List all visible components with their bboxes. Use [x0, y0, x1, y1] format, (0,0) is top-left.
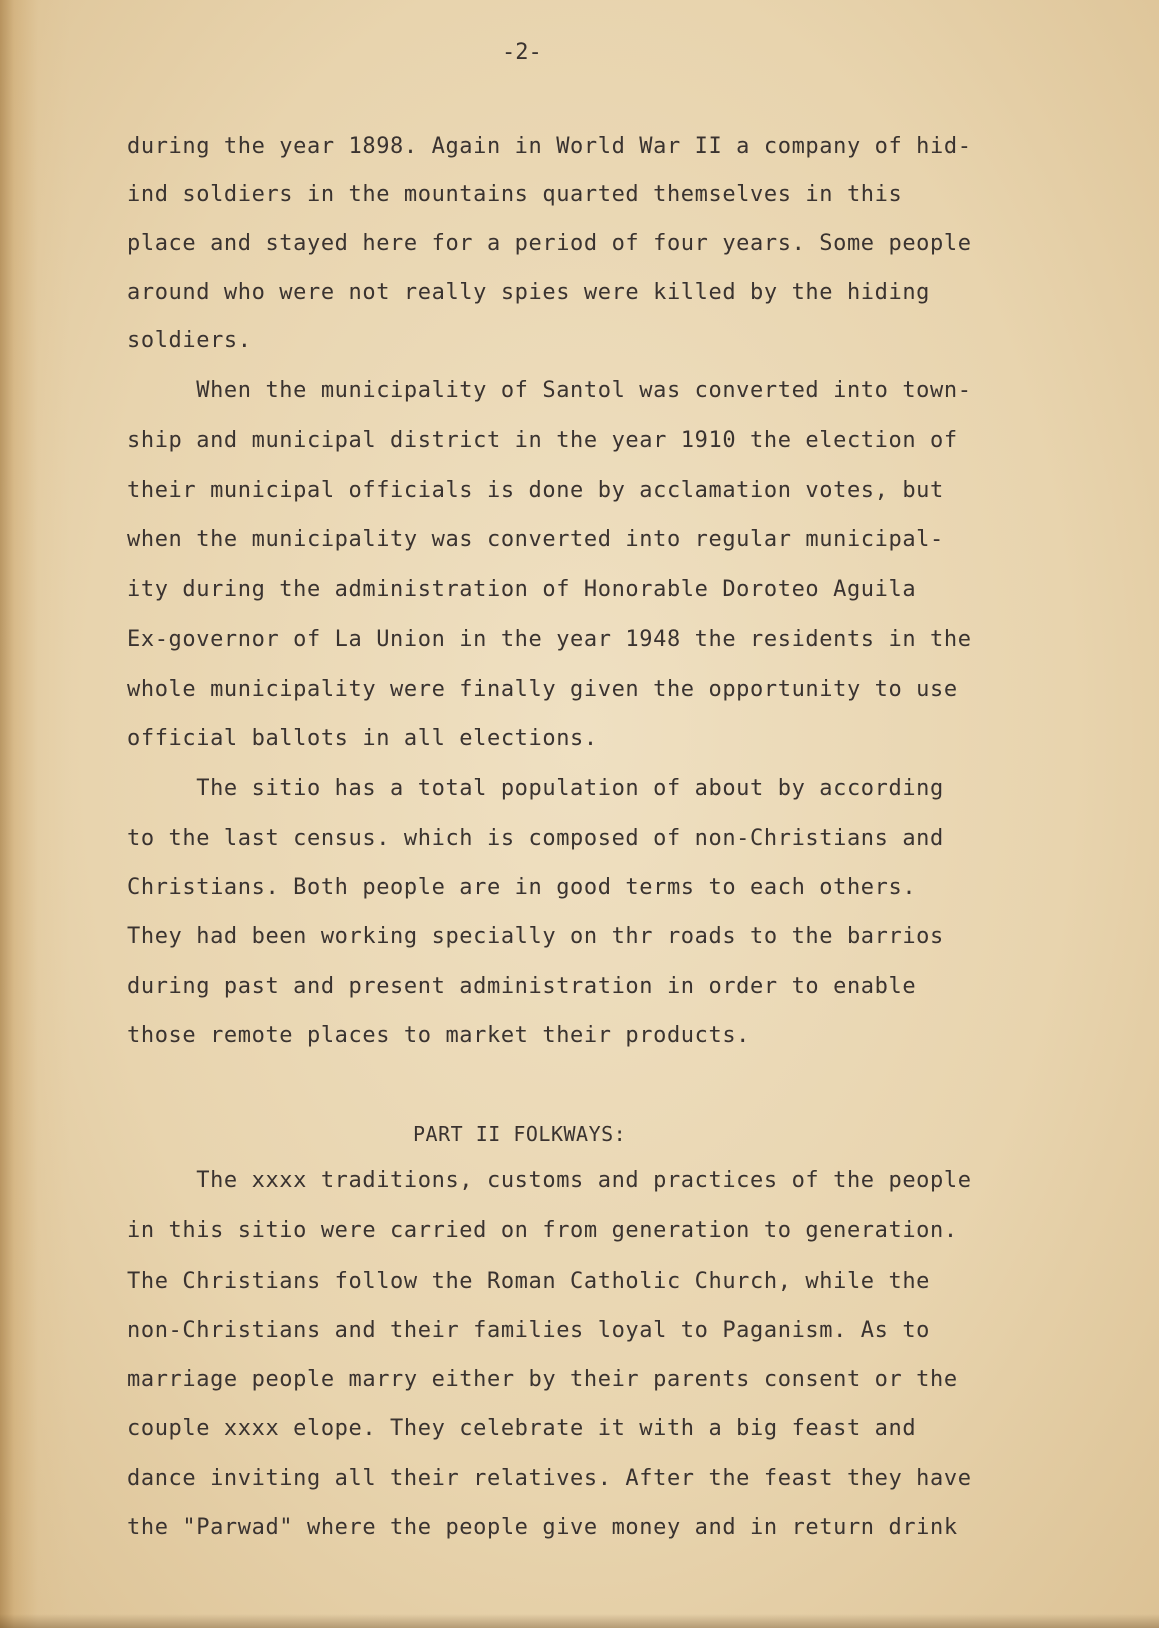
text-line: to the last census. which is composed of non-Christians and	[127, 826, 944, 851]
page-number: -2-	[502, 40, 542, 65]
text-line: during the year 1898. Again in World War II a company of hid-	[127, 134, 972, 159]
text-line: the "Parwad" where the people give money and in return drink	[127, 1515, 958, 1540]
text-line: They had been working specially on thr roads to the barrios	[127, 924, 944, 949]
text-line: soldiers.	[127, 328, 252, 353]
text-line: during past and present administration in order to enable	[127, 974, 917, 999]
text-line: in this sitio were carried on from generation to generation.	[127, 1218, 958, 1243]
text-line: ship and municipal district in the year 1910 the election of	[127, 428, 958, 453]
text-line: ity during the administration of Honorable Doroteo Aguila	[127, 577, 917, 602]
text-line: non-Christians and their families loyal to Paganism. As to	[127, 1318, 931, 1343]
text-line: whole municipality were finally given the opportunity to use	[127, 677, 958, 702]
text-line: around who were not really spies were killed by the hiding	[127, 280, 931, 305]
text-line: dance inviting all their relatives. After the feast they have	[127, 1466, 972, 1491]
text-line: The xxxx traditions, customs and practices of the people	[127, 1168, 972, 1193]
text-line: The Christians follow the Roman Catholic Church, while the	[127, 1269, 931, 1294]
text-line: their municipal officials is done by acclamation votes, but	[127, 478, 944, 503]
text-line: When the municipality of Santol was converted into town-	[127, 378, 972, 403]
section-heading: PART II FOLKWAYS:	[413, 1122, 627, 1146]
text-line: when the municipality was converted into regular municipal-	[127, 527, 944, 552]
text-line: ind soldiers in the mountains quarted themselves in this	[127, 182, 903, 207]
text-line: Ex-governor of La Union in the year 1948 the residents in the	[127, 627, 972, 652]
text-line: The sitio has a total population of about by according	[127, 776, 944, 801]
text-line: official ballots in all elections.	[127, 726, 598, 751]
text-line: place and stayed here for a period of four years. Some people	[127, 231, 972, 256]
text-line: those remote places to market their products.	[127, 1023, 751, 1048]
text-line: Christians. Both people are in good terms to each others.	[127, 875, 917, 900]
text-line: couple xxxx elope. They celebrate it with a big feast and	[127, 1416, 917, 1441]
text-line: marriage people marry either by their parents consent or the	[127, 1367, 958, 1392]
